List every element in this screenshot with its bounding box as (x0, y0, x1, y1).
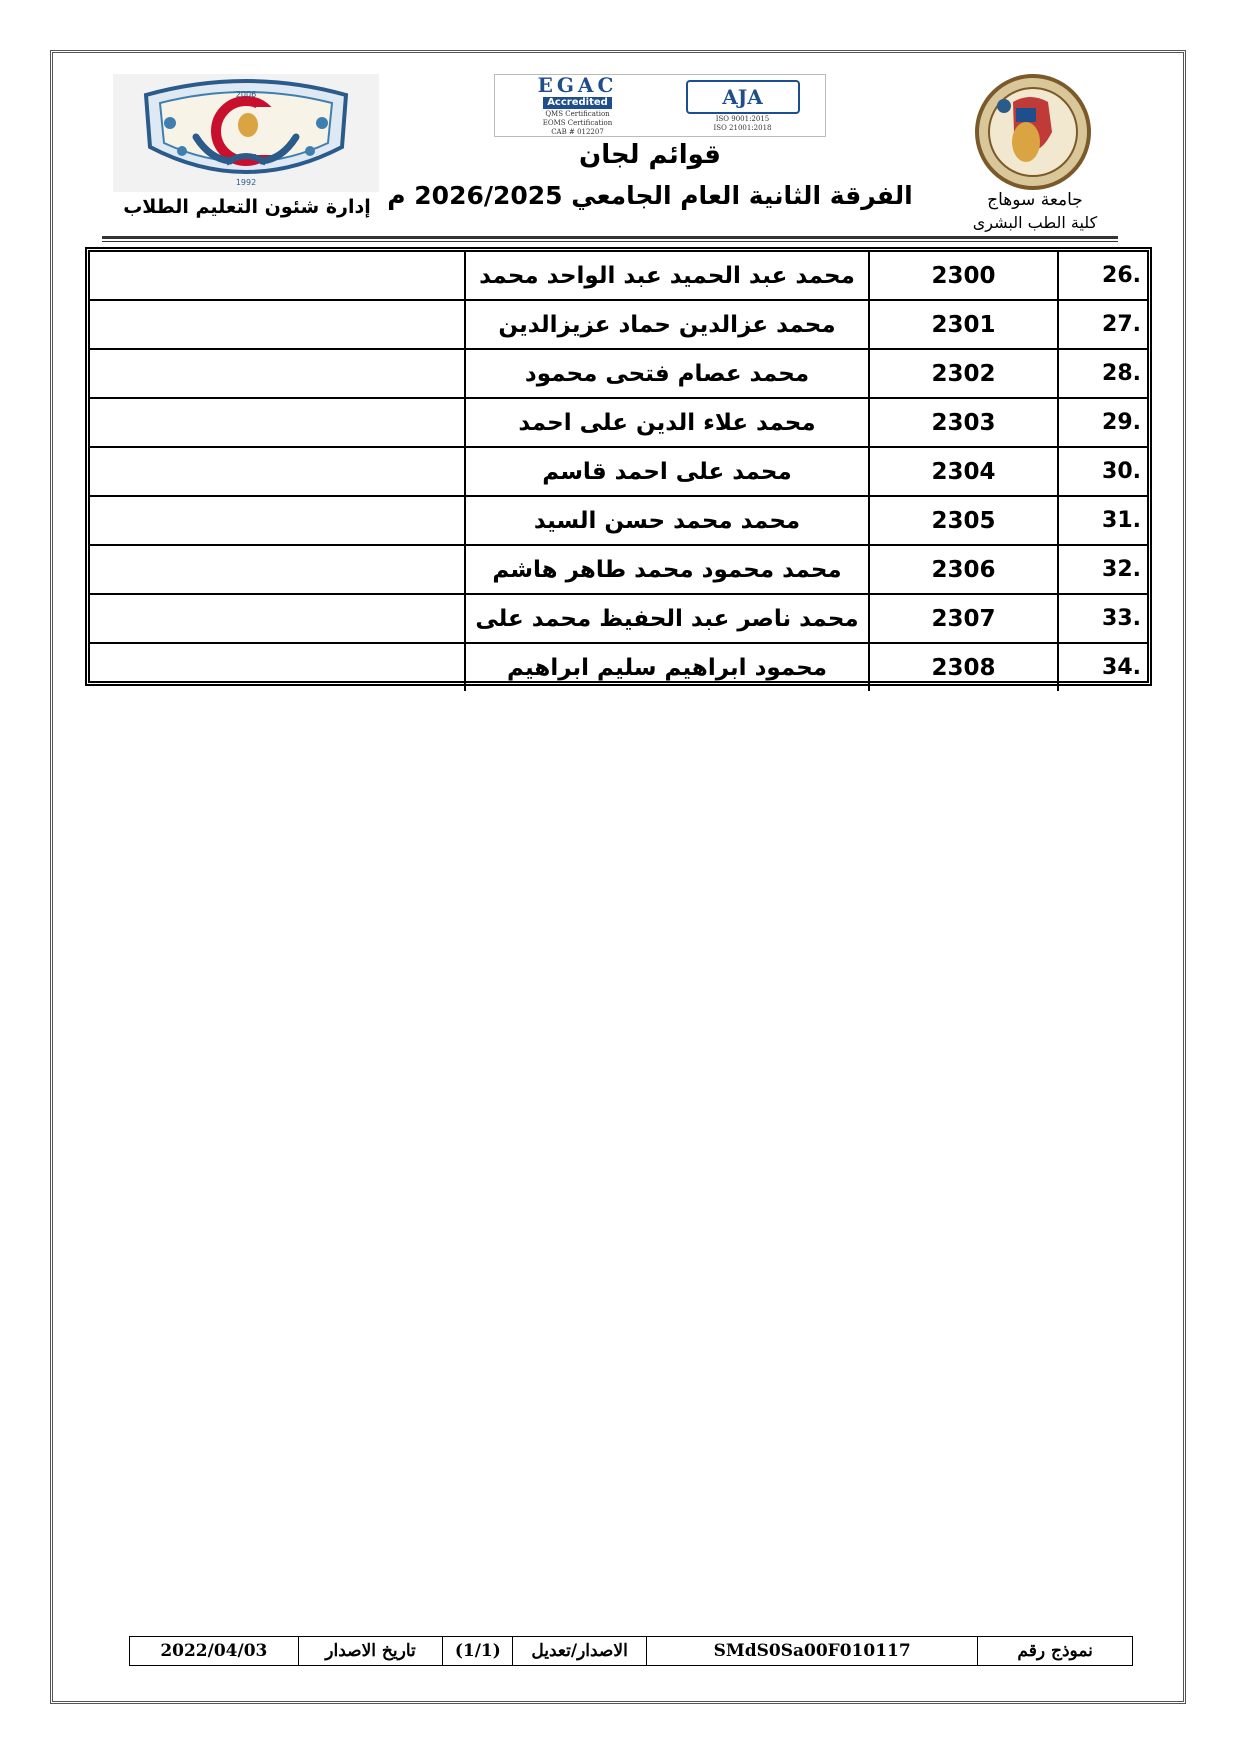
row-number: 27. (1058, 300, 1147, 349)
student-name: محمد عصام فتحى محمود (465, 349, 869, 398)
student-id: 2308 (869, 643, 1058, 691)
header-divider (102, 236, 1118, 242)
student-id: 2306 (869, 545, 1058, 594)
faculty-name: كلية الطب البشرى (972, 213, 1098, 232)
egac-line-2: EOMS Certification (542, 119, 613, 127)
department-name: إدارة شئون التعليم الطلاب (123, 196, 371, 218)
university-seal (968, 72, 1098, 192)
notes-cell (90, 398, 465, 447)
student-name: محمد ناصر عبد الحفيظ محمد على (465, 594, 869, 643)
egac-line-3: CAB # 012207 (551, 128, 604, 136)
logo-text-year-bottom: 1992 (235, 178, 257, 187)
student-id: 2301 (869, 300, 1058, 349)
table-row (90, 594, 1147, 643)
notes-cell (90, 252, 465, 300)
student-id: 2300 (869, 252, 1058, 300)
students-table (85, 247, 1152, 686)
notes-cell (90, 496, 465, 545)
aja-mark: AJA (686, 80, 800, 114)
student-name: محمد علاء الدين على احمد (465, 398, 869, 447)
notes-cell (90, 594, 465, 643)
student-id: 2303 (869, 398, 1058, 447)
student-name: محمد عزالدين حماد عزيزالدين (465, 300, 869, 349)
aja-logo (660, 75, 825, 136)
table-row (90, 447, 1147, 496)
issue-date: 2022/04/03 (160, 1641, 268, 1661)
row-number: 34. (1058, 643, 1147, 691)
row-number: 26. (1058, 252, 1147, 300)
row-number: 31. (1058, 496, 1147, 545)
row-number: 29. (1058, 398, 1147, 447)
revision-label: الاصدار/تعديل (512, 1637, 646, 1665)
row-number: 32. (1058, 545, 1147, 594)
student-name: محمد عبد الحميد عبد الواحد محمد (465, 252, 869, 300)
egac-logo (495, 75, 660, 136)
document-title: قوائم لجان (579, 140, 721, 170)
student-name: محمود ابراهيم سليم ابراهيم (465, 643, 869, 691)
row-number: 28. (1058, 349, 1147, 398)
logo-text-year-top: 2006 (235, 90, 257, 99)
student-name: محمد على احمد قاسم (465, 447, 869, 496)
notes-cell (90, 349, 465, 398)
student-id: 2302 (869, 349, 1058, 398)
notes-cell (90, 447, 465, 496)
notes-cell (90, 643, 465, 691)
table-row (90, 300, 1147, 349)
table-row (90, 349, 1147, 398)
form-number: SMdS0Sa00F010117 (646, 1637, 977, 1665)
table-row (90, 398, 1147, 447)
faculty-logo (113, 74, 379, 192)
sohag-university-seal-icon (968, 72, 1098, 192)
student-name: محمد محمد حسن السيد (465, 496, 869, 545)
faculty-logo-icon (126, 77, 366, 189)
aja-line-2: ISO 21001:2018 (713, 123, 772, 132)
egac-line-1: QMS Certification (545, 110, 610, 118)
row-number: 30. (1058, 447, 1147, 496)
table-row (90, 643, 1147, 691)
issue-date-label: تاريخ الاصدار (298, 1637, 443, 1665)
table-row (90, 545, 1147, 594)
table-row (90, 496, 1147, 545)
notes-cell (90, 545, 465, 594)
row-number: 33. (1058, 594, 1147, 643)
student-id: 2304 (869, 447, 1058, 496)
student-id: 2305 (869, 496, 1058, 545)
egac-mark: EGAC (537, 73, 618, 97)
form-footer (129, 1636, 1133, 1666)
aja-line-1: ISO 9001:2015 (715, 114, 770, 123)
document-subtitle: الفرقة الثانية العام الجامعي 2026/2025 م (387, 181, 913, 210)
notes-cell (90, 300, 465, 349)
student-name: محمد محمود محمد طاهر هاشم (465, 545, 869, 594)
university-name: جامعة سوهاج (987, 190, 1083, 210)
student-id: 2307 (869, 594, 1058, 643)
egac-sub: Accredited (543, 97, 612, 109)
table-row (90, 252, 1147, 300)
accreditation-logos (494, 74, 826, 137)
revision-value: (1/1) (442, 1637, 512, 1665)
form-number-label: نموذج رقم (977, 1637, 1132, 1665)
